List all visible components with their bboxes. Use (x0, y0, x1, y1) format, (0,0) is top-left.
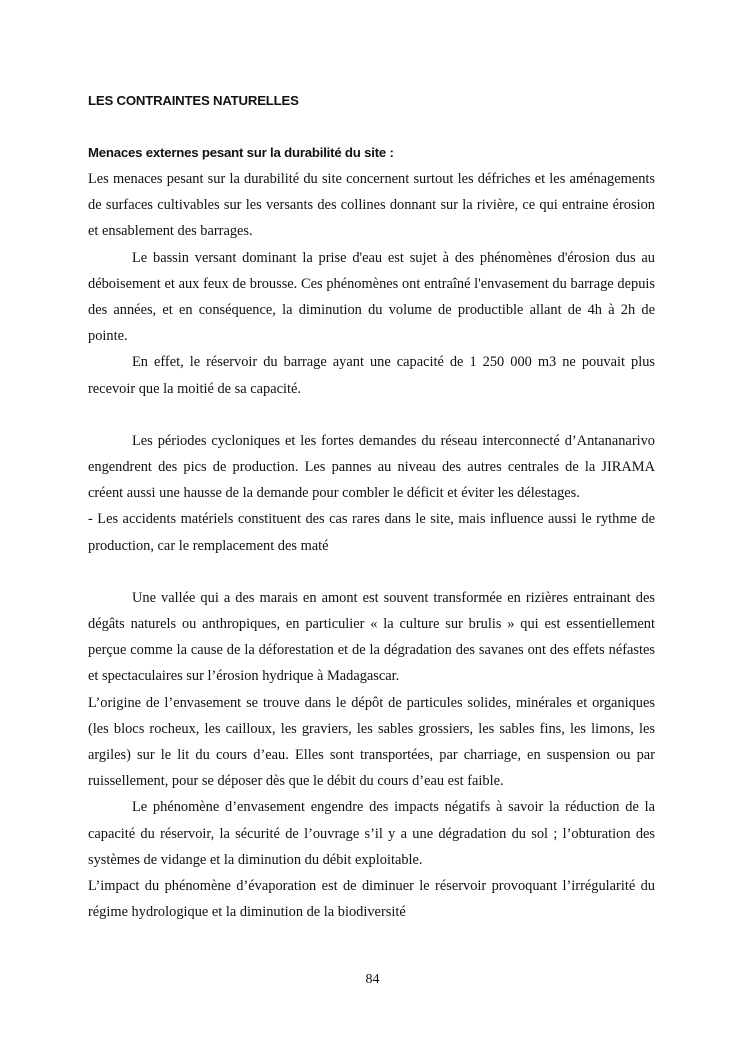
blank-line (88, 559, 655, 585)
paragraph: Le bassin versant dominant la prise d'eau est sujet à des phénomènes d'érosion dus au déboisement et aux feux de brousse. Ces phénomènes ont entraîné l'envasement du barrage depuis des années, et en conséquence, la diminution du volume de productible allant de 4h à 2h de pointe. (88, 249, 655, 345)
paragraph: - Les accidents matériels constituent des cas rares dans le site, mais influence aussi le rythme de production, car le remplacement des maté (88, 511, 655, 554)
paragraph: En effet, le réservoir du barrage ayant une capacité de 1 250 000 m3 ne pouvait plus recevoir que la moitié de sa capacité. (88, 354, 655, 397)
blank-line (88, 402, 655, 428)
paragraph: Le phénomène d’envasement engendre des impacts négatifs à savoir la réduction de la capacité du réservoir, la sécurité de l’ouvrage s’il y a une dégradation du sol ; l’obturation des systèmes de vidange et la diminution du débit exploitable. (88, 799, 655, 868)
document-page (88, 88, 655, 925)
paragraph: Les menaces pesant sur la durabilité du site concernent surtout les défriches et les aménagements de surfaces cultivables sur les versants des collines donnant sur la rivière, ce qui entraine érosion et ensablement des barrages. (88, 171, 655, 240)
paragraph: L’impact du phénomène d’évaporation est de diminuer le réservoir provoquant l’irrégularité du régime hydrologique et la diminution de la biodiversité (88, 878, 655, 921)
paragraph: L’origine de l’envasement se trouve dans le dépôt de particules solides, minérales et organiques (les blocs rocheux, les cailloux, les graviers, les sables grossiers, les sables fins, les limons, les argiles) sur le lit du cours d’eau. Elles sont transportées, par charriage, en suspension ou par ruissellement, pour se déposer dès que le débit du cours d’eau est faible. (88, 694, 655, 790)
paragraph: Une vallée qui a des marais en amont est souvent transformée en rizières entrainant des dégâts naturels ou anthropiques, en particulier « la culture sur brulis » qui est essentiellement perçue comme la cause de la déforestation et de la dégradation des savanes ont des effets néfastes et spectaculaires sur l’érosion hydrique à Madagascar. (88, 589, 655, 685)
subsection-title: Menaces externes pesant sur la durabilité du site : (88, 145, 394, 160)
section-title: LES CONTRAINTES NATURELLES (88, 93, 299, 108)
paragraph: Les périodes cycloniques et les fortes demandes du réseau interconnecté d’Antananarivo engendrent des pics de production. Les pannes au niveau des autres centrales de la JIRAMA créent aussi une hausse de la demande pour combler le déficit et éviter les délestages. (88, 432, 655, 502)
page-number: 84 (365, 972, 380, 987)
